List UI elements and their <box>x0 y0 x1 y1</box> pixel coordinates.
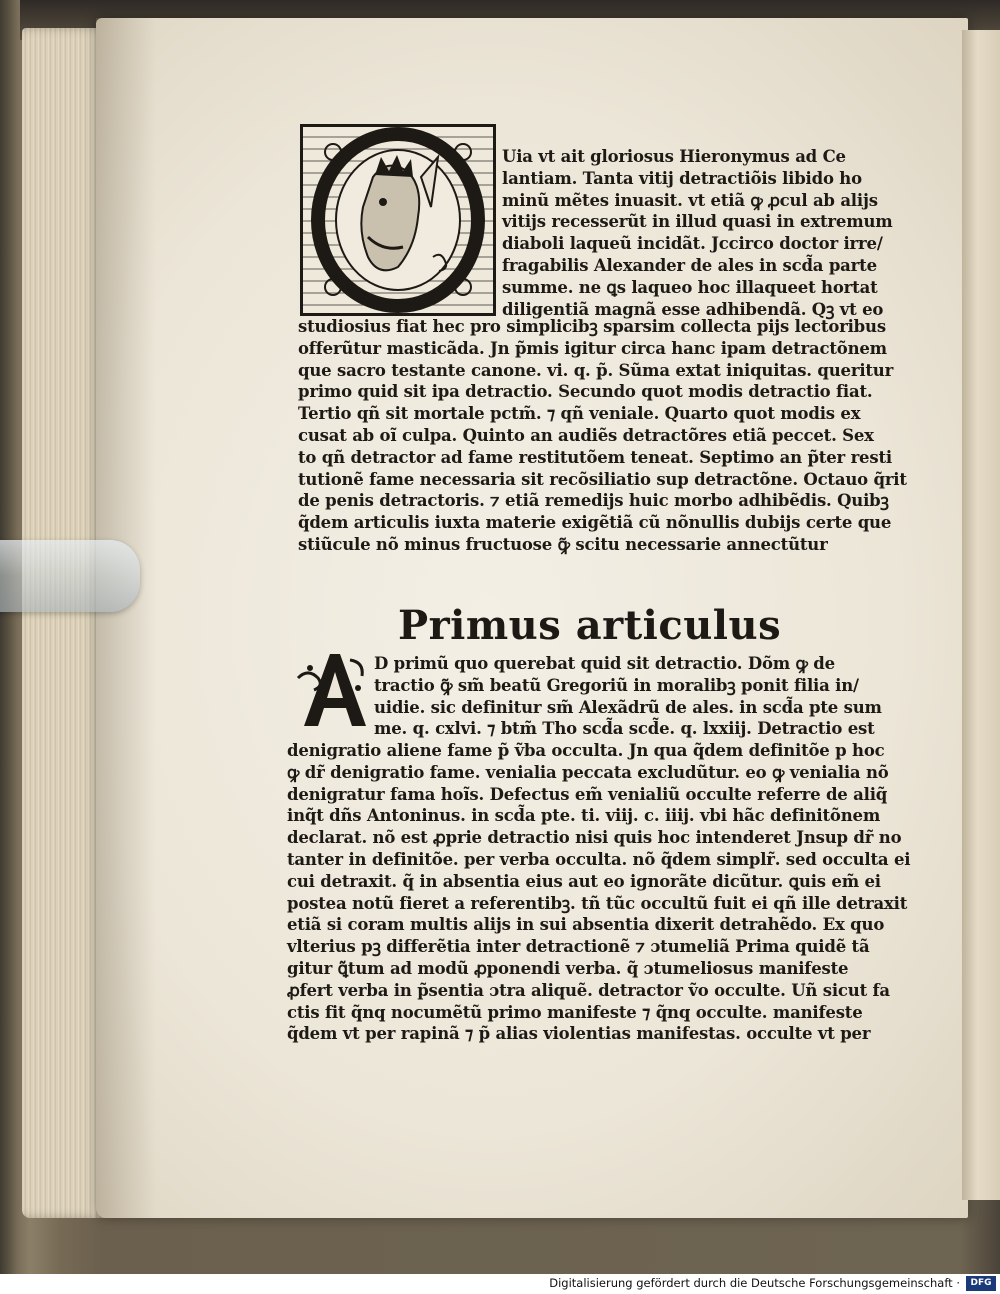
dfg-logo-icon: DFG <box>966 1276 996 1291</box>
text-line: declarat. nõ est ꝓprie detractio nisi quis hoc intenderet Jnsup dr̃ no <box>287 828 902 848</box>
funding-credit: Digitalisierung gefördert durch die Deutsche Forschungsgemeinschaft · <box>549 1276 960 1290</box>
text-line: lantiam. Tanta vitij detractiõis libido ho <box>502 168 862 188</box>
text-line: ctis fit q̃nq̧ nocumẽtũ primo manifeste ⁊ q̃nq̧ occulte. manifeste <box>287 1002 863 1022</box>
article-lines-beside-initial <box>374 653 882 740</box>
text-line: etiã si coram multis alijs in sui absentia dixerit detrahẽdo. Ex quo <box>287 915 885 935</box>
text-line: vlterius pꝫ differẽtia inter detractionẽ ⁊ ɔtumeliã Prima quidẽ tã <box>287 937 870 957</box>
facing-page-edge <box>962 30 1000 1200</box>
text-line: summe. ne ꝗs laqueo hoc illaqueet hortat <box>502 277 878 297</box>
text-line: ꝓfert verba in p̃sentia ɔtra aliquẽ. detractor ṽo occulte. Uñ sicut fa <box>287 980 890 1000</box>
text-line: tanter in definitõe. per verba occulta. nõ q̃dem simplr̃. sed occulta ei <box>287 849 911 869</box>
article-body-lines <box>287 740 911 1045</box>
text-line: cui detraxit. q̃ in absentia eius aut eo ignorãte dicũtur. ꝗuis em̃ ei <box>287 871 881 891</box>
text-line: inq̃t dñs Antoninus. in scd̃a pte. ti. viij. c. iiij. vbi hãc definitõnem <box>287 806 881 826</box>
section-heading: Primus articulus <box>398 602 782 649</box>
glass-page-weight <box>0 540 140 612</box>
woodcut-initial-o-icon <box>300 124 496 316</box>
text-line: stiũcule nõ minus fructuose ꝙ̃ scitu necessarie annectũtur <box>298 534 828 554</box>
text-line: postea notũ fieret a referentibꝫ. tñ tũc occultũ fuit ei qñ ille detraxit <box>287 893 908 913</box>
text-line: denigratur fama hoĩs. Defectus em̃ venialiũ occulte referre de aliq̃ <box>287 784 888 804</box>
text-line: minũ mẽtes inuasit. vt etiã ꝙ ꝓcul ab alijs <box>502 190 878 210</box>
footer-bar <box>0 1274 1000 1294</box>
page-gutter-shadow <box>96 18 156 1218</box>
text-line: q̃dem articulis iuxta materie exigẽtiã cũ nõnullis dubijs certe que <box>298 513 892 533</box>
text-line: q̃dem vt per rapinã ⁊ p̃ alias violentias manifestas. occulte vt per <box>287 1024 871 1044</box>
text-line: tractio ꝙ̃ sm̃ beatũ Gregoriũ in moralibꝫ ponit filia in/ <box>374 675 859 695</box>
text-line: uidie. sic definitur sm̃ Alexãdrũ de ales. in scd̃a pte sum <box>374 697 882 717</box>
text-line: primo quid sit ipa detractio. Secundo quot modis detractio fiat. <box>298 382 873 402</box>
text-line: Uia vt ait gloriosus Hieronymus ad Ce <box>502 147 846 166</box>
text-line: vitijs recesserũt in illud quasi in extremum <box>502 212 893 232</box>
text-line: to qñ detractor ad fame restitutõem teneat. Septimo an p̃ter resti <box>298 447 892 467</box>
intro-body-lines <box>298 316 907 556</box>
intro-lines-beside-initial <box>502 146 893 320</box>
text-line: cusat ab oĩ culpa. Quinto an audiẽs detractõres etiã peccet. Sex <box>298 425 874 445</box>
text-line: ꝙ dr̃ denigratio fame. venialia peccata excludũtur. eo ꝙ venialia nõ <box>287 762 889 782</box>
text-line: Tertio qñ sit mortale pctm̃. ⁊ qñ veniale. Quarto quot modis ex <box>298 404 861 424</box>
text-line: D primũ quo querebat quid sit detractio. Dõm ꝙ de <box>374 654 835 673</box>
text-line: tutionẽ fame necessaria sit recõsiliatio sup detractõne. Octauo q̃rit <box>298 469 907 489</box>
decorated-initial-a-icon <box>296 648 372 730</box>
text-line: que sacro testante canone. vi. q. p̃. Sũma extat iniquitas. queritur <box>298 360 894 380</box>
text-line: offerũtur masticãda. Jn p̃mis igitur circa hanc ipam detractõnem <box>298 338 887 358</box>
text-line: diligentiã magnã esse adhibendã. Qꝫ vt eo <box>502 299 884 319</box>
text-line: fragabilis Alexander de ales in scd̃a parte <box>502 255 877 275</box>
text-line: studiosius fiat hec pro simplicibꝫ sparsim collecta pijs lectoribus <box>298 317 886 336</box>
text-line: gitur ꝗ̃tum ad modũ ꝓponendi verba. q̃ ɔtumeliosus manifeste <box>287 958 849 978</box>
text-line: me. q. cxlvi. ⁊ btm̃ Tho scd̃a scd̃e. q. lxxiij. Detractio est <box>374 719 875 739</box>
text-line: de penis detractoris. ⁊ etiã remedijs huic morbo adhibẽdis. Quibꝫ <box>298 491 889 511</box>
text-line: diaboli laqueũ incidãt. Jccirco doctor irre/ <box>502 234 883 254</box>
text-line: denigratio aliene fame p̃ ṽba occulta. Jn qua q̃dem definitõe p hoc <box>287 741 885 760</box>
